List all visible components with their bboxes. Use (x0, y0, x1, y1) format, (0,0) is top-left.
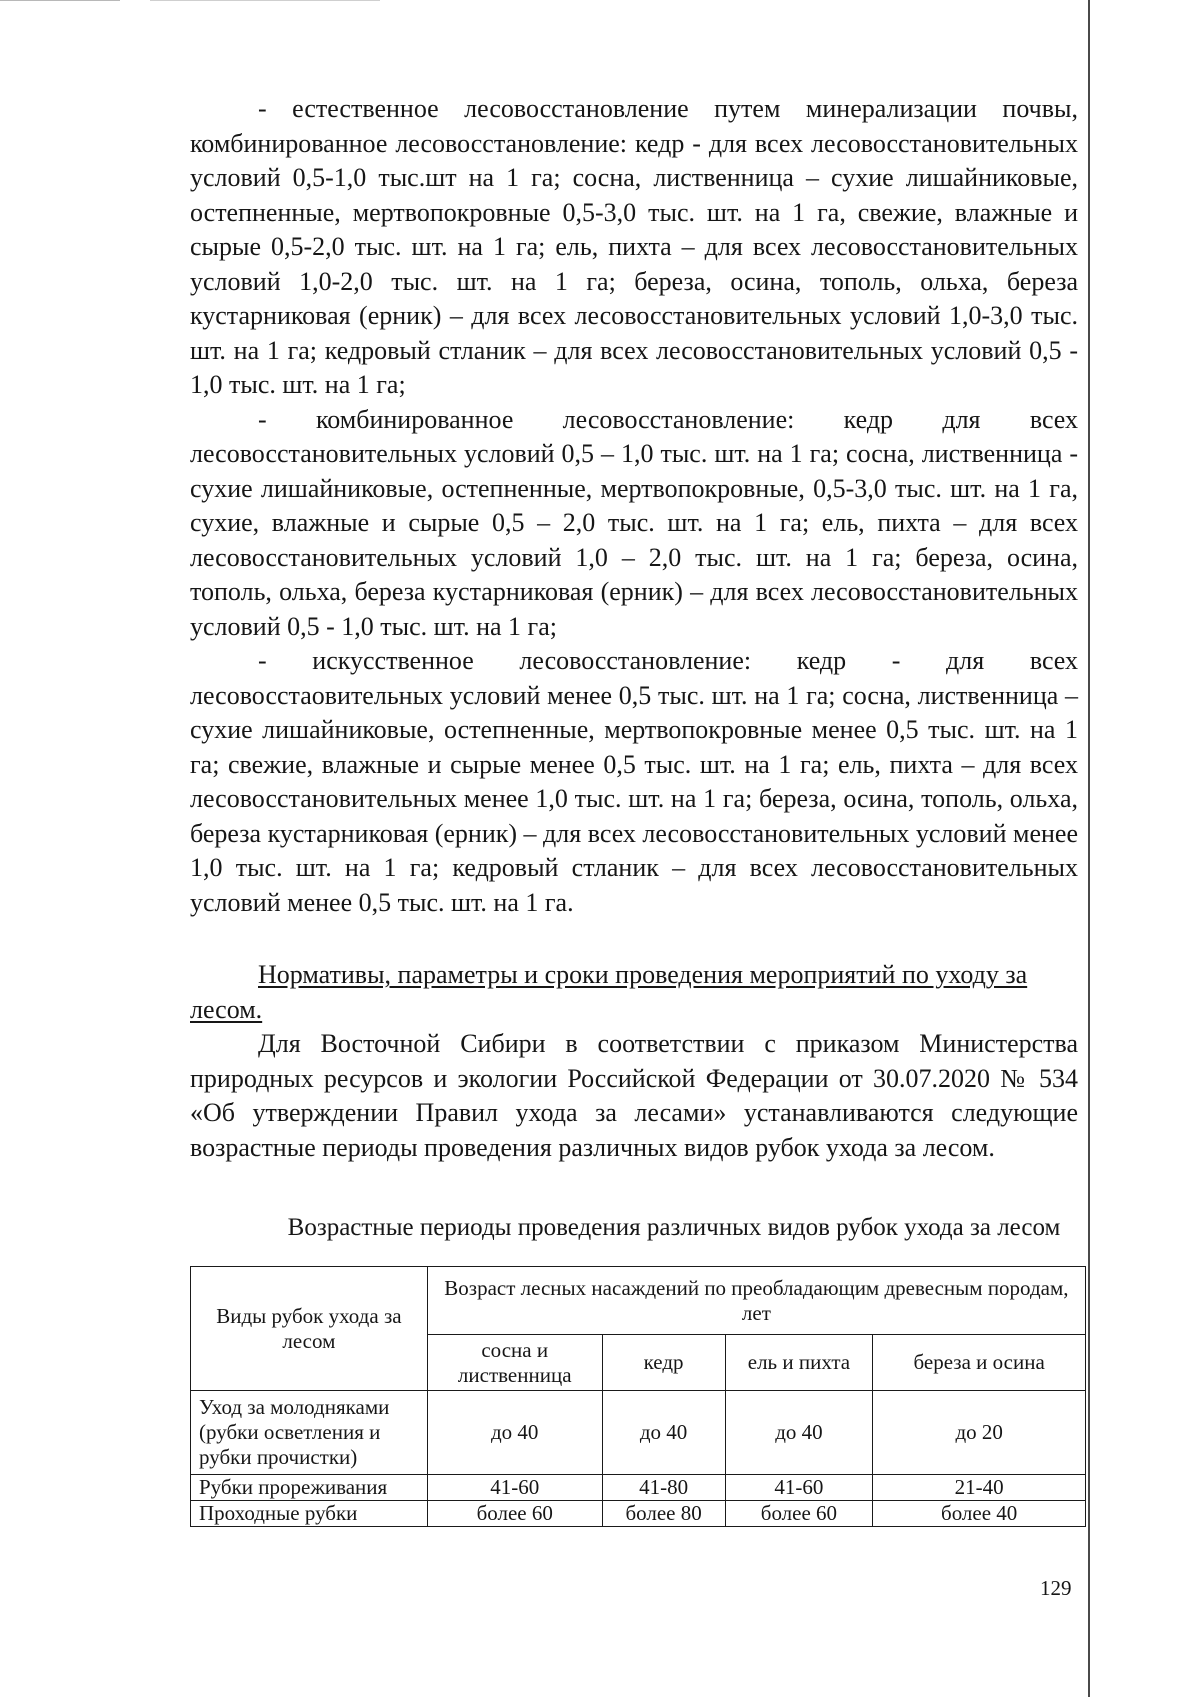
scan-edge-line (150, 0, 380, 1)
table-cell: 41-60 (427, 1475, 602, 1501)
page-number: 129 (1040, 1576, 1072, 1600)
column-header: ель и пихта (725, 1335, 873, 1391)
column-header: сосна и лиственница (427, 1335, 602, 1391)
table-cell: более 40 (873, 1501, 1086, 1527)
table-cell: 41-60 (725, 1475, 873, 1501)
paragraph-natural-reforestation: - естественное лесовосстановление путем минерализации почвы, комбинированное лесовосстановление: кедр - для всех лесовосстановительных условий 0,5-1,0 тыс.шт на 1 га; сосна, лиственница – сухие лишайниковые, остепненные, мертвопокровные 0,5-3,0 тыс. шт. на 1 га, свежие, влажные и сырые 0,5-2,0 тыс. шт. на 1 га; ель, пихта – для всех лесовосстановительных условий 1,0-2,0 тыс. шт. на 1 га; береза, осина, тополь, ольха, береза кустарниковая (ерник) – для всех лесовосстановительных условий 1,0-3,0 тыс. шт. на 1 га; кедровый стланик – для всех лесовосстановительных условий 0,5 - 1,0 тыс. шт. на 1 га; (190, 94, 1078, 399)
group-header-cell: Возраст лесных насаждений по преобладающим древесным породам, лет (427, 1267, 1085, 1335)
section-heading (190, 958, 1078, 1027)
page-body (190, 92, 1078, 1245)
table-header-row (191, 1267, 1086, 1335)
table-cell: до 40 (725, 1391, 873, 1475)
table-container (190, 1266, 1086, 1527)
thinning-age-table (190, 1266, 1086, 1527)
paragraph-artificial-reforestation: - искусственное лесовосстановление: кедр - для всех лесовосстаовительных условий менее 0,5 тыс. шт. на 1 га; сосна, лиственница – сухие лишайниковые, остепненные, мертвопокровные менее 0,5 тыс. шт. на 1 га; свежие, влажные и сырые менее 0,5 тыс. шт. на 1 га; ель, пихта – для всех лесовосстановительных менее 1,0 тыс. шт. на 1 га; береза, осина, тополь, ольха, береза кустарниковая (ерник) – для всех лесовосстановительных условий менее 1,0 тыс. шт. на 1 га; кедровый стланик – для всех лесовосстановительных условий менее 0,5 тыс. шт. на 1 га. (190, 646, 1078, 917)
table-cell: более 60 (725, 1501, 873, 1527)
table-cell: до 40 (427, 1391, 602, 1475)
table-cell: до 20 (873, 1391, 1086, 1475)
scan-edge-line (0, 0, 120, 1)
table-title: Возрастные периоды проведения различных видов рубок ухода за лесом (287, 1214, 1061, 1241)
row-label: Уход за молодняками (рубки осветления и рубки прочистки) (191, 1391, 428, 1475)
table-cell: 21-40 (873, 1475, 1086, 1501)
column-header: береза и осина (873, 1335, 1086, 1391)
column-header: кедр (602, 1335, 725, 1391)
paragraph-combined-reforestation: - комбинированное лесовосстановление: кедр для всех лесовосстановительных условий 0,5 – 1,0 тыс. шт. на 1 га; сосна, лиственница - сухие лишайниковые, остепненные, мертвопокровные, 0,5-3,0 тыс. шт. на 1 га, сухие, влажные и сырые 0,5 – 2,0 тыс. шт. на 1 га; ель, пихта – для всех лесовосстановительных условий 1,0 – 2,0 тыс. шт. на 1 га; береза, осина, тополь, ольха, береза кустарниковая (ерник) – для всех лесовосстановительных условий 0,5 - 1,0 тыс. шт. на 1 га; (190, 404, 1078, 641)
table-row (191, 1391, 1086, 1475)
table-cell: 41-80 (602, 1475, 725, 1501)
section-paragraph: Для Восточной Сибири в соответствии с приказом Министерства природных ресурсов и экологии Российской Федерации от 30.07.2020 № 534 «Об утверждении Правил ухода за лесами» устанавливаются следующие возрастные периоды проведения различных видов рубок ухода за лесом. (190, 1029, 1078, 1162)
table-cell: до 40 (602, 1391, 725, 1475)
table-cell: более 60 (427, 1501, 602, 1527)
row-label: Рубки прореживания (191, 1475, 428, 1501)
scan-page-edge (1088, 0, 1090, 1697)
row-header-cell: Виды рубок ухода за лесом (191, 1267, 428, 1391)
row-label: Проходные рубки (191, 1501, 428, 1527)
table-row (191, 1475, 1086, 1501)
section-heading-text: Нормативы, параметры и сроки проведения мероприятий по уходу за лесом. (190, 960, 1028, 1024)
table-cell: более 80 (602, 1501, 725, 1527)
table-row (191, 1501, 1086, 1527)
